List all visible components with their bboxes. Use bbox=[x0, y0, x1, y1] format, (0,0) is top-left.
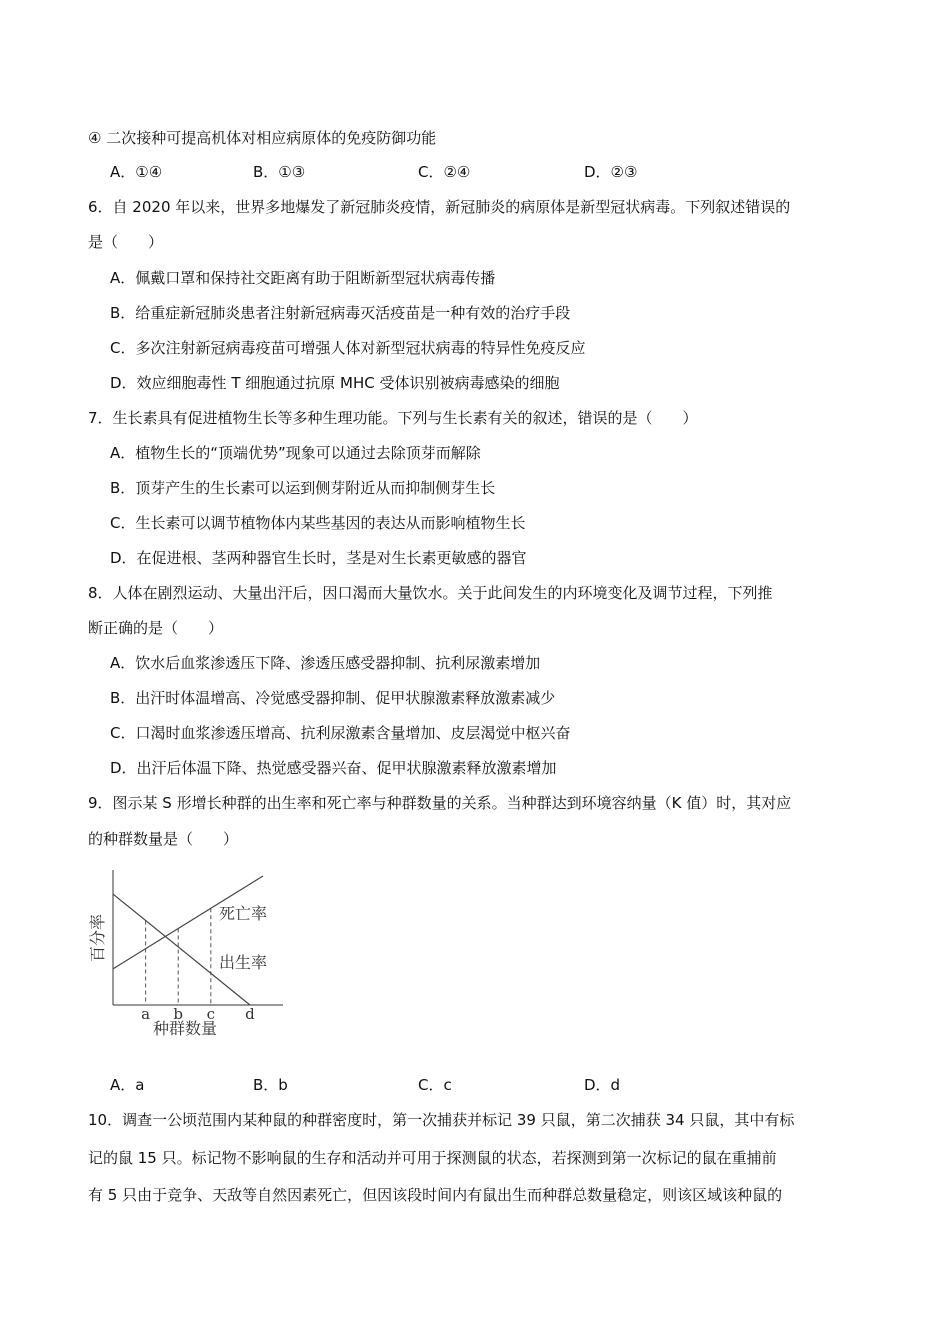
y-axis-label: 百分率 bbox=[88, 913, 107, 963]
q5-option-d: D．②③ bbox=[584, 163, 638, 181]
q6-option-a: A．佩戴口罩和保持社交距离有助于阻断新型冠状病毒传播 bbox=[110, 269, 496, 287]
q9-option-a: A．a bbox=[110, 1076, 145, 1094]
q8-stem-line-1: 8．人体在剧烈运动、大量出汗后，因口渴而大量饮水。关于此间发生的内环境变化及调节过程，下列推 bbox=[88, 584, 773, 602]
q9-option-b: B．b bbox=[253, 1076, 288, 1094]
x-tick-d: d bbox=[245, 1005, 255, 1023]
q6-option-c: C．多次注射新冠病毒疫苗可增强人体对新型冠状病毒的特异性免疫反应 bbox=[110, 339, 586, 357]
q6-option-d: D．效应细胞毒性 T 细胞通过抗原 MHC 受体识别被病毒感染的细胞 bbox=[110, 374, 560, 392]
q6-option-b: B．给重症新冠肺炎患者注射新冠病毒灭活疫苗是一种有效的治疗手段 bbox=[110, 304, 571, 322]
q9-stem-line-2: 的种群数量是（ ） bbox=[88, 830, 239, 848]
x-tick-b: b bbox=[173, 1005, 184, 1023]
q10-line-2: 记的鼠 15 只。标记物不影响鼠的生存和活动并可用于探测鼠的状态，若探测到第一次标记的鼠在重捕前 bbox=[88, 1149, 777, 1167]
q5-item-4: ④ 二次接种可提高机体对相应病原体的免疫防御功能 bbox=[88, 129, 437, 147]
q7-option-a: A．植物生长的“顶端优势”现象可以通过去除顶芽而解除 bbox=[110, 444, 481, 462]
q8-option-c: C．口渴时血浆渗透压增高、抗利尿激素含量增加、皮层渴觉中枢兴奋 bbox=[110, 724, 571, 742]
q10-line-1: 10．调查一公顷范围内某种鼠的种群密度时，第一次捕获并标记 39 只鼠，第二次捕获 34 只鼠，其中有标 bbox=[88, 1111, 795, 1129]
series-label-birth-rate: 出生率 bbox=[219, 953, 268, 972]
q8-option-d: D．出汗后体温下降、热觉感受器兴奋、促甲状腺激素释放激素增加 bbox=[110, 759, 557, 777]
q7-stem: 7．生长素具有促进植物生长等多种生理功能。下列与生长素有关的叙述，错误的是（ ） bbox=[88, 409, 698, 427]
q9-option-c: C．c bbox=[418, 1076, 452, 1094]
q9-stem-line-1: 9．图示某 S 形增长种群的出生率和死亡率与种群数量的关系。当种群达到环境容纳量（K 值）时，其对应 bbox=[88, 794, 792, 812]
q7-option-b: B．顶芽产生的生长素可以运到侧芽附近从而抑制侧芽生长 bbox=[110, 479, 496, 497]
x-tick-a: a bbox=[141, 1005, 151, 1023]
dashed-guides bbox=[146, 908, 211, 1005]
q5-option-c: C．②④ bbox=[418, 163, 471, 181]
x-tick-c: c bbox=[206, 1005, 216, 1023]
q9-option-d: D．d bbox=[584, 1076, 621, 1094]
q7-option-d: D．在促进根、茎两种器官生长时，茎是对生长素更敏感的器官 bbox=[110, 549, 527, 567]
q6-stem-line-1: 6．自 2020 年以来，世界多地爆发了新冠肺炎疫情，新冠肺炎的病原体是新型冠状病毒。下列叙述错误的 bbox=[88, 198, 791, 216]
q8-option-b: B．出汗时体温增高、冷觉感受器抑制、促甲状腺激素释放激素减少 bbox=[110, 689, 556, 707]
q6-stem-line-2: 是（ ） bbox=[88, 233, 164, 251]
q10-line-3: 有 5 只由于竞争、天敌等自然因素死亡，但因该段时间内有鼠出生而种群总数量稳定，则该区域该种鼠的 bbox=[88, 1186, 783, 1204]
q8-option-a: A．饮水后血浆渗透压下降、渗透压感受器抑制、抗利尿激素增加 bbox=[110, 654, 541, 672]
q7-option-c: C．生长素可以调节植物体内某些基因的表达从而影响植物生长 bbox=[110, 514, 526, 532]
series-lines bbox=[113, 876, 263, 1005]
q8-stem-line-2: 断正确的是（ ） bbox=[88, 619, 224, 637]
x-axis-label: 种群数量 bbox=[152, 1019, 218, 1038]
q5-option-a: A．①④ bbox=[110, 163, 163, 181]
q5-option-b: B．①③ bbox=[253, 163, 306, 181]
birth-death-rate-chart bbox=[85, 862, 285, 1052]
series-label-death-rate: 死亡率 bbox=[219, 904, 268, 923]
